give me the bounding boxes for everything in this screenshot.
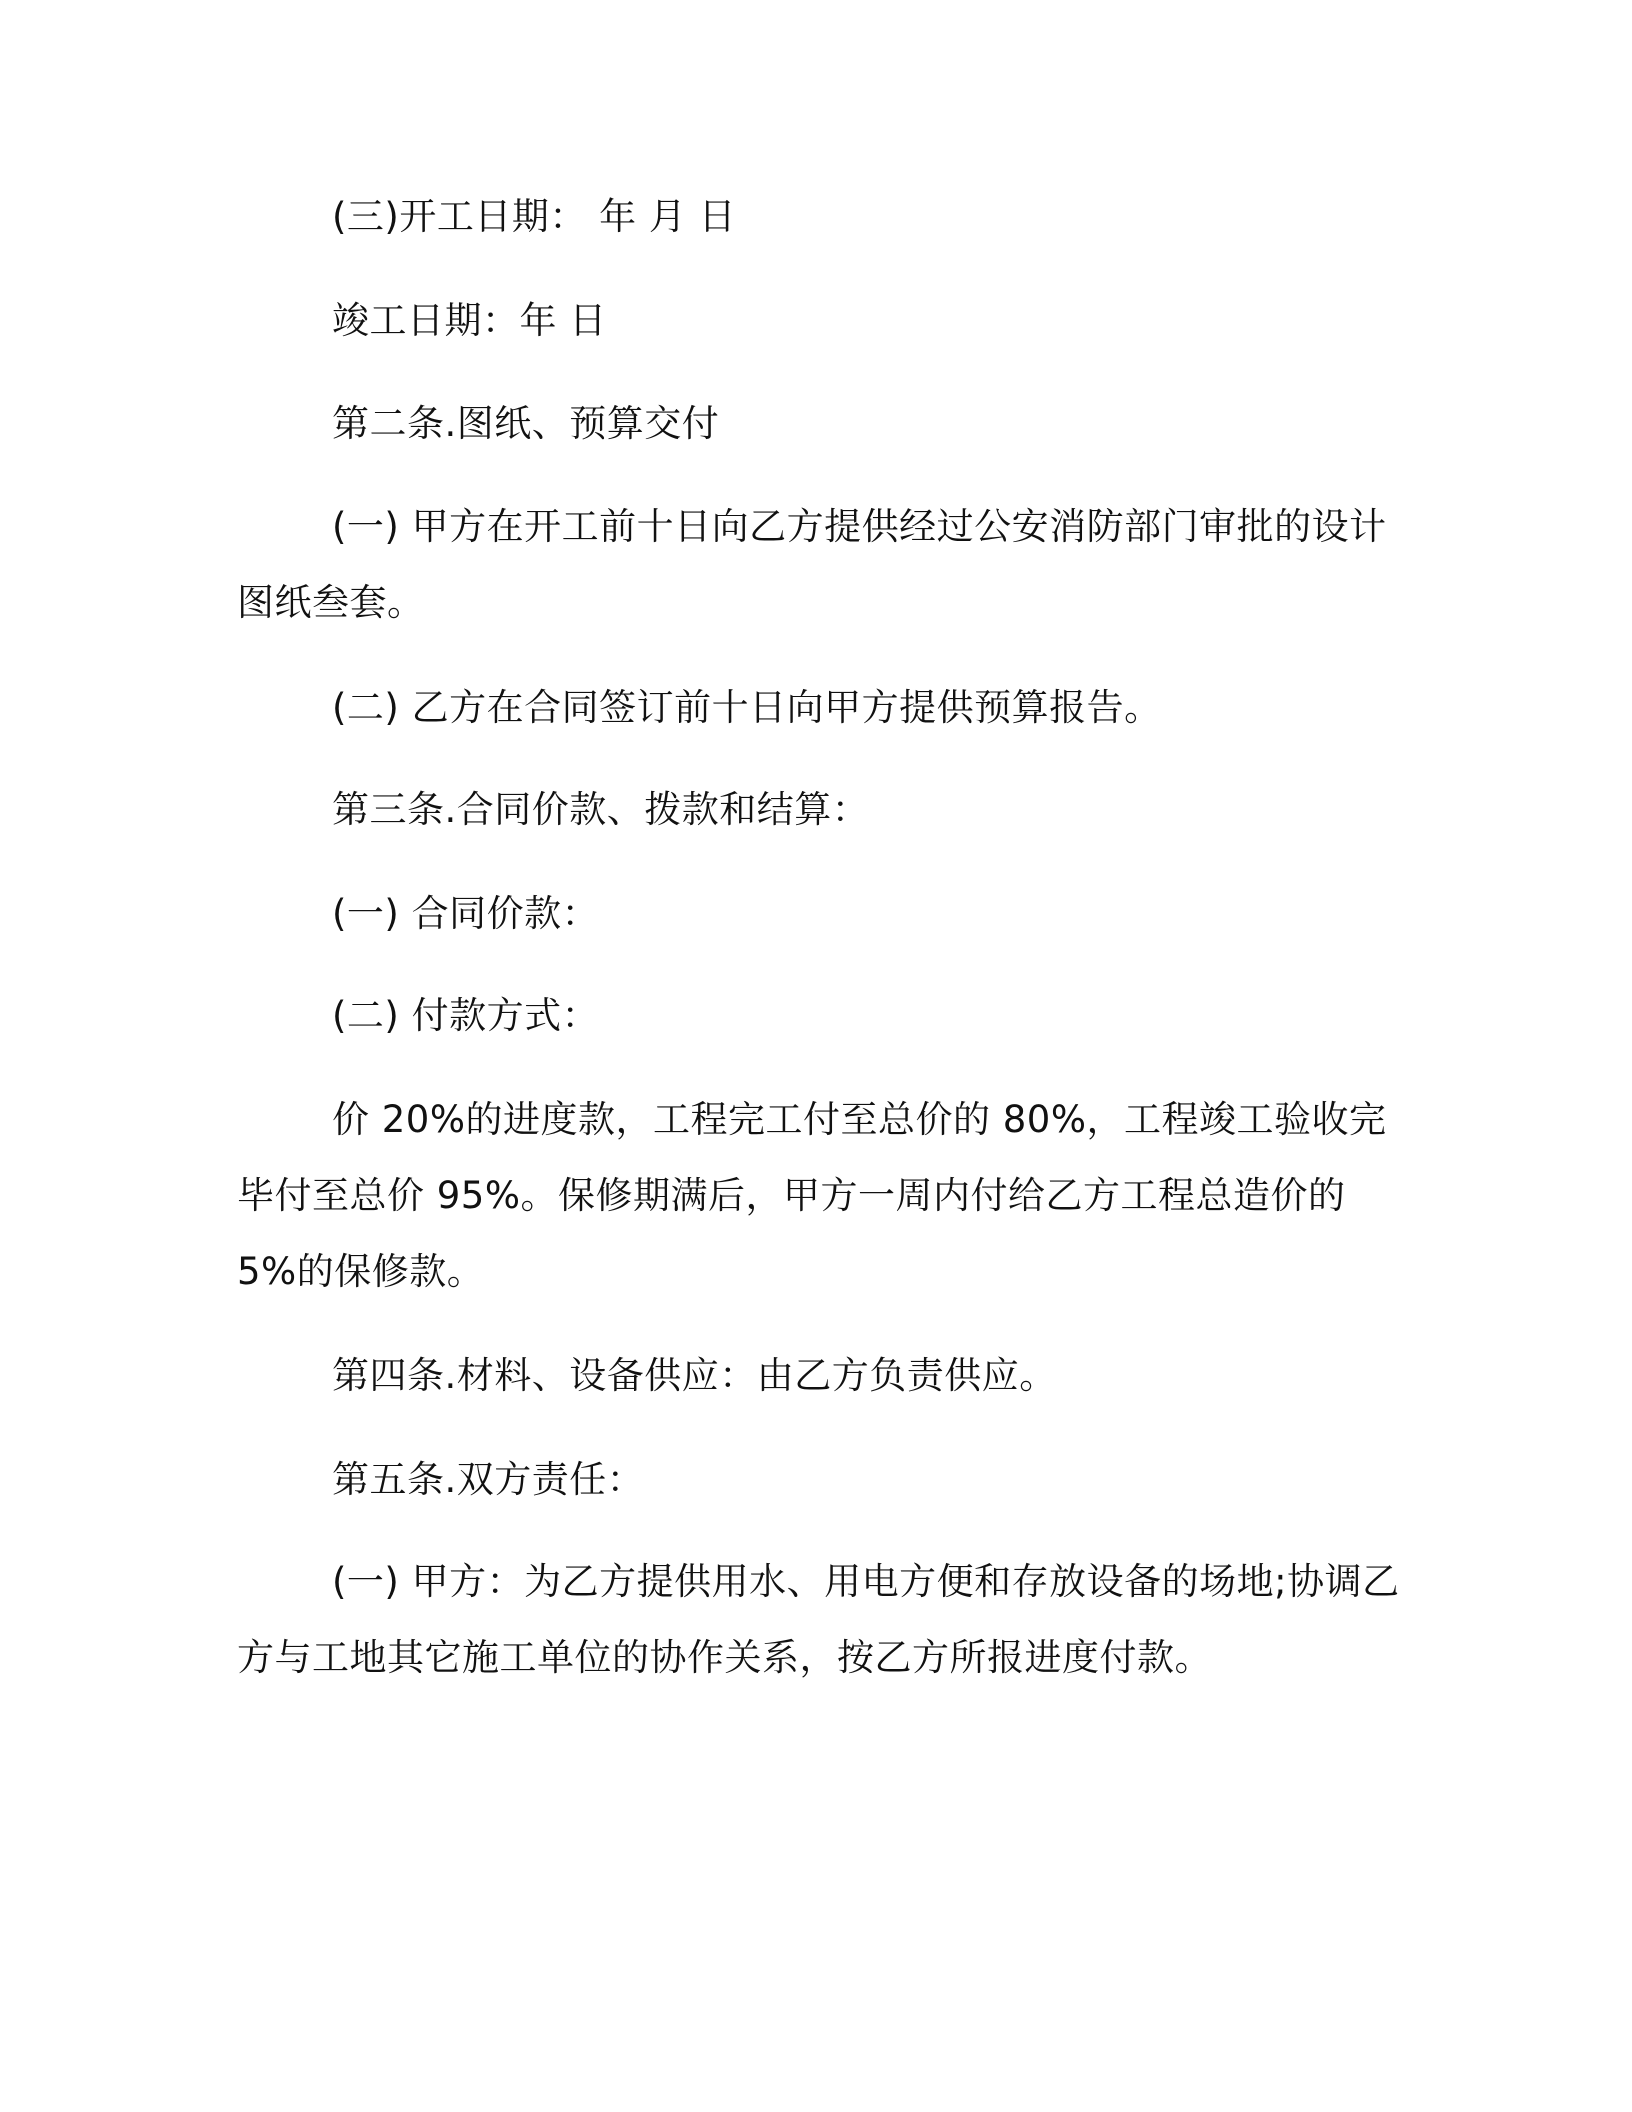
article-2-clause-2: (二) 乙方在合同签订前十日向甲方提供预算报告。 — [332, 686, 1162, 729]
article-5-clause-1-line-2: 方与工地其它施工单位的协作关系，按乙方所报进度付款。 — [237, 1636, 1212, 1679]
article-5-clause-1-line-1: (一) 甲方：为乙方提供用水、用电方便和存放设备的场地;协调乙 — [332, 1560, 1400, 1603]
start-date-line: (三)开工日期： 年 月 日 — [332, 195, 737, 238]
payment-paragraph-line-2: 毕付至总价 95%。保修期满后，甲方一周内付给乙方工程总造价的 — [237, 1174, 1346, 1217]
completion-date-line: 竣工日期：年 日 — [332, 299, 607, 342]
article-4-heading: 第四条.材料、设备供应：由乙方负责供应。 — [332, 1354, 1057, 1397]
article-3-heading: 第三条.合同价款、拨款和结算： — [332, 788, 870, 831]
payment-paragraph-line-1: 价 20%的进度款，工程完工付至总价的 80%，工程竣工验收完 — [332, 1098, 1387, 1141]
article-2-clause-1-line-2: 图纸叁套。 — [237, 581, 425, 624]
article-3-clause-1: (一) 合同价款： — [332, 892, 600, 935]
article-3-clause-2: (二) 付款方式： — [332, 994, 600, 1037]
payment-paragraph-line-3: 5%的保修款。 — [237, 1250, 485, 1293]
article-2-heading: 第二条.图纸、预算交付 — [332, 402, 720, 445]
article-2-clause-1-line-1: (一) 甲方在开工前十日向乙方提供经过公安消防部门审批的设计 — [332, 505, 1387, 548]
article-5-heading: 第五条.双方责任： — [332, 1458, 645, 1501]
